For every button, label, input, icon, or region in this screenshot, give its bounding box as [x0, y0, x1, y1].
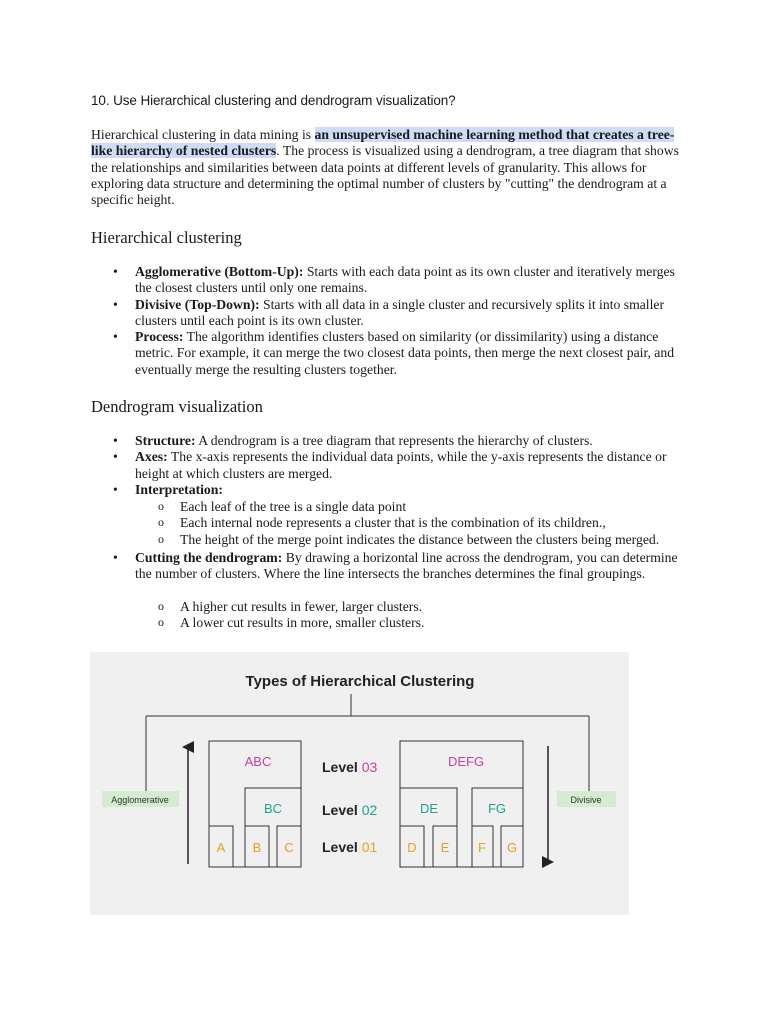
- sub-list-item: o Each internal node represents a cluster that is the combination of its children.,: [158, 515, 606, 531]
- sub-list-item: o A higher cut results in fewer, larger clusters.: [158, 599, 423, 614]
- level-03-label: Level 03: [322, 759, 378, 775]
- hierarchical-list: [113, 264, 683, 378]
- cutting-sublist: [113, 599, 683, 632]
- intro-text-end: . The process is visualized using a dendrogram, a tree diagram that shows the relationships and similarities between data points at different levels of granularity. This allows for exploring data structure and determining the optimal number of clusters by "cutting" the dendrogram at a specific height.: [91, 143, 679, 208]
- dendrogram-list: [113, 433, 683, 498]
- sub-list-item: o Each leaf of the tree is a single data point: [158, 499, 407, 514]
- level-01-label: Level 01: [322, 839, 378, 855]
- cluster-de: DE: [419, 801, 439, 816]
- interpretation-sublist: [113, 499, 683, 548]
- leaf-a: A: [216, 840, 226, 855]
- figure-diagram: [90, 652, 629, 915]
- list-item: • Structure: A dendrogram is a tree diagram that represents the hierarchy of clusters.: [113, 433, 593, 448]
- list-item: • Process: The algorithm identifies clusters based on similarity (or dissimilarity) using a distance metric. For example, it can merge the two closest data points, then merge the next closest pair, and eventually merge the resulting clusters together.: [113, 329, 675, 377]
- list-item: • Agglomerative (Bottom-Up): Starts with each data point as its own cluster and iteratively merges the closest clusters until only one remains.: [113, 264, 675, 296]
- list-item: • Cutting the dendrogram: By drawing a horizontal line across the dendrogram, you can determine the number of clusters. Where the line intersects the branches determines the final groupings.: [113, 550, 678, 582]
- level-02-label: Level 02: [322, 802, 378, 818]
- question-title: 10. Use Hierarchical clustering and dendrogram visualization?: [91, 93, 456, 108]
- agglomerative-label: Agglomerative: [111, 795, 169, 805]
- cluster-defg: DEFG: [447, 754, 485, 769]
- sub-list-item: o The height of the merge point indicates the distance between the clusters being merged.: [158, 531, 660, 547]
- list-item: • Axes: The x-axis represents the individual data points, while the y-axis represents the distance or height at which clusters are merged.: [113, 449, 667, 481]
- section-heading-dendrogram: Dendrogram visualization: [91, 397, 263, 416]
- leaf-d: D: [407, 840, 417, 855]
- leaf-f: F: [478, 840, 486, 855]
- list-item: • Divisive (Top-Down): Starts with all data in a single cluster and recursively splits it into smaller clusters until each point is its own cluster.: [113, 296, 665, 328]
- figure-title: Types of Hierarchical Clustering: [245, 673, 475, 690]
- sub-list-item: o A lower cut results in more, smaller clusters.: [158, 615, 425, 631]
- list-item: • Interpretation:: [113, 481, 223, 497]
- divisive-label: Divisive: [570, 795, 602, 805]
- cluster-bc: BC: [263, 801, 283, 816]
- leaf-e: E: [440, 840, 450, 855]
- cutting-list: [113, 550, 683, 583]
- intro-highlight: an unsupervised machine learning method that creates a tree-like hierarchy of nested clusters: [91, 127, 675, 159]
- leaf-g: G: [506, 840, 518, 855]
- leaf-b: B: [252, 840, 262, 855]
- section-heading-hierarchical: Hierarchical clustering: [91, 228, 242, 247]
- cluster-abc: ABC: [244, 754, 272, 769]
- cluster-fg: FG: [487, 801, 507, 816]
- intro-paragraph: [91, 127, 681, 208]
- hierarchical-clustering-figure: [90, 652, 629, 915]
- leaf-c: C: [284, 840, 294, 855]
- intro-text-start: Hierarchical clustering in data mining is: [91, 127, 315, 142]
